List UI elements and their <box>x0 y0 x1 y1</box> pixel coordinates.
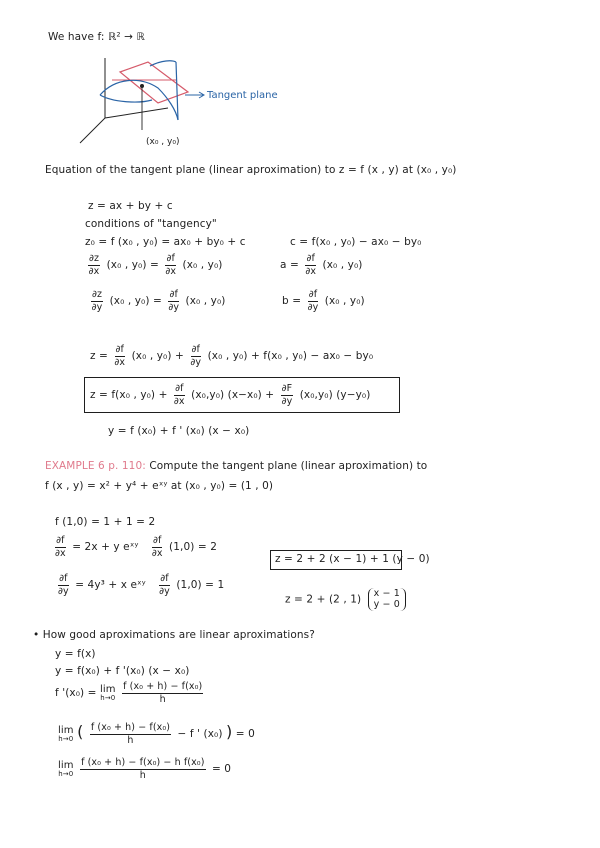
surface-edge-side <box>176 62 178 120</box>
dz-dx: $\frac{\partial z}{\partial x}$ <box>88 253 100 277</box>
y-axis <box>105 108 168 118</box>
deriv-line6: z = $\frac{\partial f}{\partial x}$ (x₀ , y₀) + $\frac{\partial f}{\partial y}$ (x₀ , y₀) + f(x₀ , y₀) − ax₀ − by₀ <box>90 344 374 368</box>
surface-edge-front <box>100 95 152 102</box>
example-line1: f (1,0) = 1 + 1 = 2 <box>55 516 156 528</box>
one-variable-formula: y = f (x₀) + f ' (x₀) (x − x₀) <box>108 425 250 437</box>
example-text: Compute the tangent plane (linear aproximation) to <box>149 460 428 472</box>
approx-question: • How good aproximations are linear aproximations? <box>33 629 315 641</box>
example-line2: $\frac{\partial f}{\partial x}$ = 2x + y eˣʸ $\frac{\partial f}{\partial x}$ (1,0) = 2 <box>55 535 217 559</box>
column-vector: x − 1 y − 0 <box>368 588 406 611</box>
deriv-line4-right: a = $\frac{\partial f}{\partial x}$ (x₀ , y₀) <box>280 253 363 277</box>
deriv-line1: z = ax + by + c <box>88 200 173 212</box>
intro-line: We have f: ℝ² → ℝ <box>48 31 145 43</box>
approx-line3: f '(x₀) = lim h→0 $\frac{\text{f (x₀ + h) − f(x₀)}}{h}$ <box>55 681 203 705</box>
deriv-line5: $\frac{\partial z}{\partial y}$ (x₀ , y₀) = $\frac{\partial f}{\partial y}$ (x₀ , y₀) <box>91 289 226 313</box>
deriv-line4: $\frac{\partial z}{\partial x}$ (x₀ , y₀) = $\frac{\partial f}{\partial x}$ (x₀ , y₀) <box>88 253 223 277</box>
x-axis <box>80 118 105 143</box>
example-heading <box>45 460 427 472</box>
example-matrix-form: z = 2 + (2 , 1) x − 1 y − 0 <box>285 588 406 611</box>
deriv-line2: conditions of "tangency" <box>85 218 217 230</box>
equation-title: Equation of the tangent plane (linear aproximation) to z = f (x , y) at (x₀ , y₀) <box>45 164 457 176</box>
example-line3: $\frac{\partial f}{\partial y}$ = 4y³ + x eˣʸ $\frac{\partial f}{\partial y}$ (1,0) = 1 <box>58 573 225 597</box>
approx-line1: y = f(x) <box>55 648 96 660</box>
deriv-line3: z₀ = f (x₀ , y₀) = ax₀ + by₀ + c <box>85 236 246 248</box>
tangent-plane-formula: z = f(x₀ , y₀) + $\frac{\partial f}{\partial x}$ (x₀,y₀) (x−x₀) + $\frac{\partial F}{\partial y}$ (x₀,y₀) (y−y₀) <box>90 383 371 407</box>
example-label: EXAMPLE 6 p. 110: <box>45 460 146 472</box>
example-result: z = 2 + 2 (x − 1) + 1 (y − 0) <box>275 553 430 565</box>
df-dx: $\frac{\partial f}{\partial x}$ <box>165 253 177 277</box>
deriv-line5-right: b = $\frac{\partial f}{\partial y}$ (x₀ , y₀) <box>282 289 365 313</box>
example-function: f (x , y) = x² + y⁴ + eˣʸ at (x₀ , y₀) = (1 , 0) <box>45 480 274 492</box>
point-label: (x₀ , y₀) <box>146 137 180 147</box>
deriv-line3-right: c = f(x₀ , y₀) − ax₀ − by₀ <box>290 236 422 248</box>
tangent-plane-label: Tangent plane <box>207 90 278 101</box>
approx-line2: y = f(x₀) + f '(x₀) (x − x₀) <box>55 665 190 677</box>
surface-edge-back <box>150 61 176 66</box>
approx-line5: lim h→0 $\frac{\text{f (x₀ + h) − f(x₀) − h f(x₀)}}{h}$ = 0 <box>58 757 232 781</box>
approx-line4: lim h→0 ( $\frac{\text{f (x₀ + h) − f(x₀)}}{h}$ − f ' (x₀) ) = 0 <box>58 722 255 746</box>
